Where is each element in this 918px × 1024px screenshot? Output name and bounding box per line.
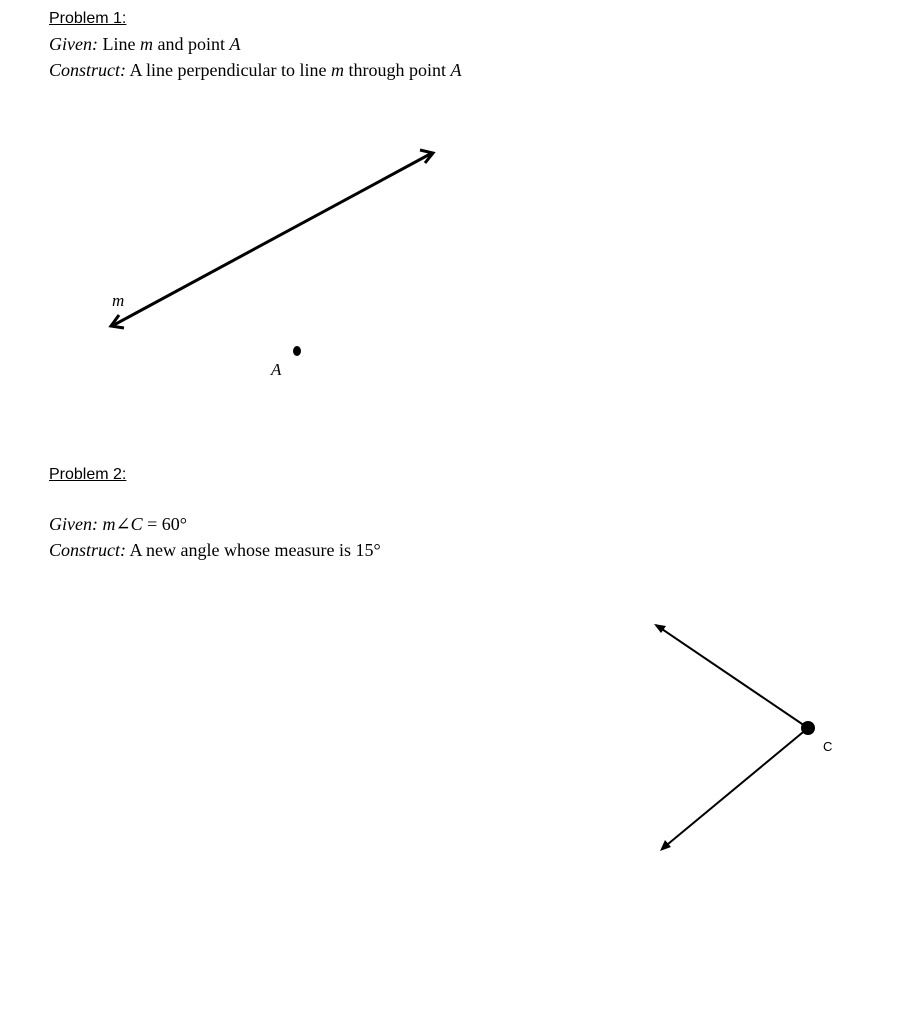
vertex-c-label: C [823,739,833,754]
angle-c-upper-ray [656,625,808,728]
point-a-label: A [271,360,282,379]
construct-text-2: through point [348,60,446,80]
given-label: Given: [49,514,98,534]
given-angle-expr: m∠C [102,514,143,534]
problem-1-heading: Problem 1: [49,10,127,27]
given-text: Line [102,34,136,54]
construct-label: Construct: [49,60,127,80]
line-m [111,150,433,328]
given-angle-value: = 60° [147,514,187,534]
construct-text: A line perpendicular to line [129,60,327,80]
point-a-dot [293,346,301,356]
construct-var-a: A [450,60,462,80]
given-label: Given: [49,34,98,54]
given-text-2: and point [157,34,225,54]
line-m-segment [112,153,432,326]
construct-text: A new angle whose measure is 15° [129,540,381,560]
given-var-a: A [229,34,241,54]
given-var-m: m [139,34,153,54]
angle-c [654,624,815,851]
construct-label: Construct: [49,540,127,560]
problem-2-heading: Problem 2: [49,466,127,483]
line-m-label: m [112,291,125,310]
construct-var-m: m [330,60,344,80]
vertex-c-dot [801,721,815,735]
angle-c-lower-ray [662,728,808,849]
